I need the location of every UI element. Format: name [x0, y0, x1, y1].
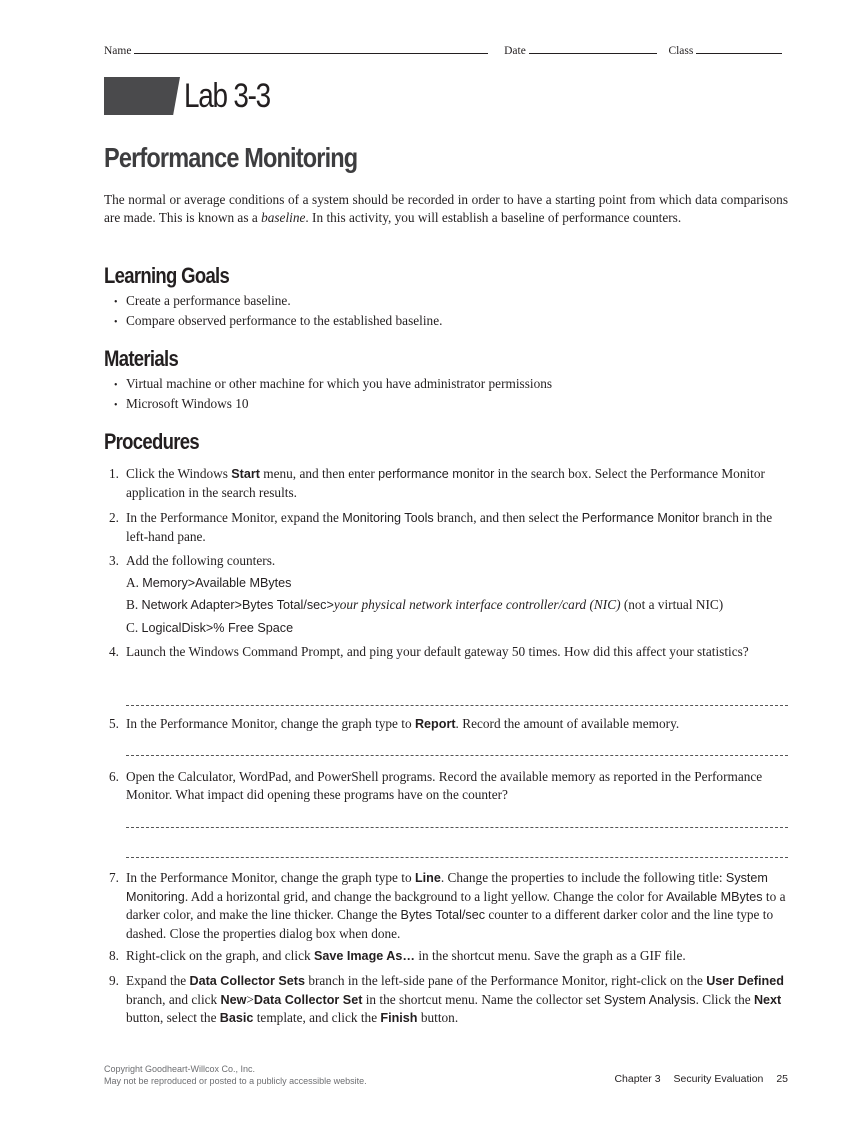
step-text: In the Performance Monitor, expand the — [126, 510, 343, 525]
ui-term: Finish — [380, 1011, 418, 1025]
answer-line-6b[interactable] — [126, 857, 788, 858]
step-text: template, and click the — [253, 1010, 381, 1025]
counter-path: LogicalDisk>% Free Space — [141, 620, 294, 635]
step-6 — [104, 768, 788, 803]
step-number: 4. — [109, 644, 119, 659]
step-number: 1. — [109, 466, 119, 481]
counter-a — [126, 574, 788, 593]
ui-term: Start — [231, 467, 260, 481]
ui-term: Bytes Total/sec — [400, 908, 486, 922]
student-info-row — [104, 43, 788, 57]
step-1 — [104, 465, 788, 501]
step-text: > — [246, 991, 254, 1007]
ui-term: Performance Monitor — [581, 511, 700, 525]
counter-path: Memory>Available MBytes — [142, 575, 292, 590]
step-7 — [104, 869, 788, 942]
materials-list — [114, 375, 552, 414]
list-item: • Virtual machine or other machine for which you have administrator permissions — [114, 375, 552, 395]
ui-term: Save Image As… — [313, 949, 415, 963]
step-5 — [104, 715, 788, 734]
ui-term: User Defined — [706, 974, 784, 988]
intro-text-1: The normal or average conditions of a system should be recorded in order to have a starting point from which data comparisons are made. This is known as a — [104, 192, 788, 225]
sub-label: C. — [126, 619, 139, 635]
page-number: 25 — [776, 1073, 788, 1085]
step-text: Add the following counters. — [126, 553, 276, 568]
step-text: in the shortcut menu. Name the collector set — [362, 991, 604, 1007]
step-text: Click the Windows — [126, 466, 232, 481]
step-text: branch in the left-hand pane. — [126, 510, 773, 544]
step-text: in the search box. Select the Performance Monitor application in the search results. — [126, 466, 765, 500]
step-number: 3. — [109, 553, 119, 568]
section-label: Security Evaluation — [673, 1073, 764, 1085]
step-text: in the shortcut menu. Save the graph as a GIF file. — [415, 948, 686, 963]
step-text: Expand the — [126, 973, 190, 988]
materials-heading: Materials — [104, 346, 179, 371]
learning-goals-heading: Learning Goals — [104, 263, 230, 288]
intro-text-2: . In this activity, you will establish a baseline of performance counters. — [305, 209, 682, 225]
intro-term: baseline — [261, 209, 306, 225]
name-field[interactable] — [134, 43, 488, 54]
counter-c — [126, 619, 788, 638]
step-text: Right-click on the graph, and click — [126, 948, 314, 963]
step-text: . Change the properties to include the following title: — [440, 870, 726, 885]
name-label: Name — [104, 45, 132, 57]
step-number: 9. — [109, 973, 119, 988]
step-text: . Click the — [695, 991, 754, 1007]
step-text: . Add a horizontal grid, and change the background to a light yellow. Change the color for — [184, 888, 667, 904]
step-text: Open the Calculator, WordPad, and PowerShell programs. Record the available memory as reported in the Performance Monitor. What impact did opening these programs have on the counter? — [126, 769, 763, 802]
step-text: In the Performance Monitor, change the graph type to — [126, 870, 415, 885]
lab-banner-bar — [104, 77, 180, 115]
sub-label: B. — [126, 597, 139, 612]
date-field[interactable] — [529, 43, 657, 54]
ui-term: Next — [753, 992, 782, 1007]
ui-term: System Analysis — [603, 992, 696, 1007]
ui-term: Line — [414, 871, 441, 885]
step-4 — [104, 643, 788, 661]
step-number: 7. — [109, 870, 119, 885]
step-text: . Record the amount of available memory. — [455, 716, 680, 731]
step-text: branch in the left-side pane of the Performance Monitor, right-click on the — [305, 973, 707, 988]
ui-term: performance monitor — [378, 467, 495, 481]
ui-term: Monitoring Tools — [342, 511, 434, 525]
reproduction-notice: May not be reproduced or posted to a publicly accessible website. — [104, 1076, 367, 1086]
step-8 — [104, 947, 788, 966]
step-text: button, select the — [126, 1010, 220, 1025]
ui-term: Data Collector Set — [253, 992, 363, 1007]
step-number: 8. — [109, 948, 119, 963]
step-3 — [104, 552, 788, 637]
copyright-notice — [104, 1063, 367, 1087]
step-text: button. — [417, 1010, 459, 1025]
list-item: • Microsoft Windows 10 — [114, 395, 552, 415]
class-field[interactable] — [696, 43, 782, 54]
step-text: to a darker color, and make the line thicker. Change the — [126, 888, 786, 922]
counter-b — [126, 596, 788, 615]
counter-note: (not a virtual NIC) — [620, 597, 724, 612]
answer-line-5[interactable] — [126, 755, 788, 756]
learning-goals-list — [114, 292, 442, 331]
list-item: • Compare observed performance to the established baseline. — [114, 312, 442, 332]
ui-term: Basic — [219, 1011, 254, 1025]
ui-term: New — [220, 992, 247, 1007]
date-label: Date — [504, 45, 526, 57]
ui-term: Available MBytes — [666, 889, 763, 904]
step-number: 6. — [109, 769, 119, 784]
lab-number: Lab 3-3 — [184, 76, 270, 115]
step-9 — [104, 972, 788, 1028]
counter-note: your physical network interface controller/card (NIC) — [333, 597, 621, 612]
procedures-heading: Procedures — [104, 429, 199, 454]
copyright-text: Copyright Goodheart-Willcox Co., Inc. — [104, 1064, 256, 1074]
step-number: 2. — [109, 510, 119, 525]
step-text: In the Performance Monitor, change the graph type to — [126, 716, 415, 731]
page-title: Performance Monitoring — [104, 142, 358, 173]
step-text: branch, and then select the — [433, 510, 582, 525]
lab-title — [104, 75, 289, 117]
ui-term: Data Collector Sets — [189, 974, 305, 988]
sub-label: A. — [126, 574, 139, 590]
step-text: branch, and click — [126, 991, 221, 1007]
step-2 — [104, 509, 788, 545]
ui-term: Report — [414, 717, 456, 731]
step-text: Launch the Windows Command Prompt, and ping your default gateway 50 times. How did this affect your statistics? — [126, 644, 749, 659]
ui-term: System Monitoring — [126, 871, 768, 904]
class-label: Class — [668, 45, 694, 57]
step-text: counter to a different darker color and the line type to dashed. Close the properties dialog box when done. — [126, 907, 774, 941]
page-footer — [604, 1073, 788, 1085]
intro-paragraph — [104, 191, 788, 226]
list-item: • Create a performance baseline. — [114, 292, 442, 312]
counter-path: Network Adapter>Bytes Total/sec> — [141, 598, 334, 612]
chapter-label: Chapter 3 — [614, 1073, 661, 1085]
step-text: menu, and then enter — [259, 466, 379, 481]
answer-line-6a[interactable] — [126, 827, 788, 828]
step-number: 5. — [109, 716, 119, 731]
answer-line-4[interactable] — [126, 705, 788, 706]
